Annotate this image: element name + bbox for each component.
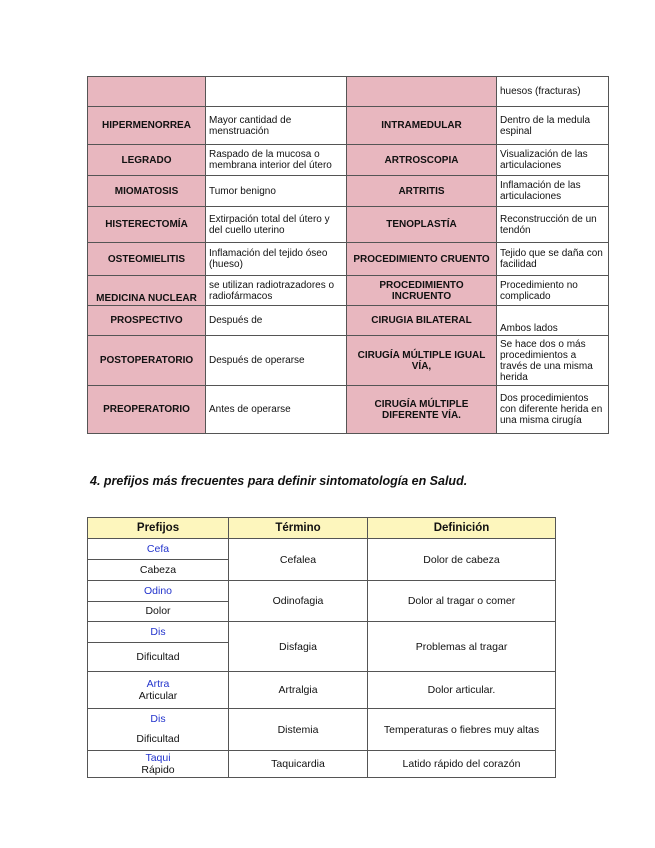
term-left bbox=[88, 77, 206, 107]
table-header-row bbox=[88, 518, 556, 539]
table-row bbox=[88, 581, 556, 622]
table-row bbox=[88, 709, 556, 751]
prefix-cell bbox=[88, 581, 229, 622]
definition-cell: Problemas al tragar bbox=[368, 622, 556, 672]
definition-left: Mayor cantidad de menstruación bbox=[206, 107, 347, 145]
definition-left: Extirpación total del útero y del cuello uterino bbox=[206, 207, 347, 243]
prefix-value: Dis bbox=[88, 622, 228, 643]
table-row bbox=[88, 77, 609, 107]
term-left: MEDICINA NUCLEAR bbox=[88, 276, 206, 306]
definition-right: Dentro de la medula espinal bbox=[497, 107, 609, 145]
definition-right: Visualización de las articulaciones bbox=[497, 145, 609, 176]
term-right: PROCEDIMIENTO INCRUENTO bbox=[347, 276, 497, 306]
header-definition: Definición bbox=[368, 518, 556, 539]
term-right: ARTRITIS bbox=[347, 176, 497, 207]
table-row bbox=[88, 145, 609, 176]
prefix-cell bbox=[88, 622, 229, 672]
prefix-meaning: Articular bbox=[138, 689, 178, 702]
definition-right: Inflamación de las articulaciones bbox=[497, 176, 609, 207]
prefix-value: Artra bbox=[146, 677, 170, 690]
prefix-value: Dis bbox=[150, 713, 166, 725]
term-cell: Odinofagia bbox=[229, 581, 368, 622]
definition-right: huesos (fracturas) bbox=[497, 77, 609, 107]
term-cell: Taquicardia bbox=[229, 751, 368, 778]
definition-cell: Temperaturas o fiebres muy altas bbox=[368, 709, 556, 751]
definition-cell: Latido rápido del corazón bbox=[368, 751, 556, 778]
term-cell: Distemia bbox=[229, 709, 368, 751]
prefix-meaning: Dolor bbox=[145, 605, 171, 617]
table-row bbox=[88, 243, 609, 276]
prefix-meaning: Cabeza bbox=[139, 564, 177, 576]
definition-right: Se hace dos o más procedimientos a través de una misma herida bbox=[497, 336, 609, 386]
term-left: POSTOPERATORIO bbox=[88, 336, 206, 386]
definition-right: Reconstrucción de un tendón bbox=[497, 207, 609, 243]
definition-left: se utilizan radiotrazadores o radiofármacos bbox=[206, 276, 347, 306]
prefix-value: Cefa bbox=[88, 539, 228, 560]
term-right: CIRUGIA BILATERAL bbox=[347, 306, 497, 336]
definition-right: Dos procedimientos con diferente herida en una misma cirugía bbox=[497, 386, 609, 434]
definition-right: Procedimiento no complicado bbox=[497, 276, 609, 306]
term-right: PROCEDIMIENTO CRUENTO bbox=[347, 243, 497, 276]
table-row bbox=[88, 306, 609, 336]
definition-right: Tejido que se daña con facilidad bbox=[497, 243, 609, 276]
term-cell: Disfagia bbox=[229, 622, 368, 672]
prefix-cell bbox=[88, 539, 229, 581]
table-row bbox=[88, 207, 609, 243]
header-prefixes: Prefijos bbox=[88, 518, 229, 539]
prefix-value: Odino bbox=[88, 581, 228, 602]
table-row bbox=[88, 276, 609, 306]
prefix-value: Taqui bbox=[145, 752, 171, 764]
term-right: CIRUGÍA MÚLTIPLE DIFERENTE VÍA. bbox=[347, 386, 497, 434]
term-left: PREOPERATORIO bbox=[88, 386, 206, 434]
prefix-cell bbox=[88, 751, 229, 778]
prefix-cell bbox=[88, 672, 229, 709]
table-row bbox=[88, 176, 609, 207]
definition-cell: Dolor articular. bbox=[368, 672, 556, 709]
term-right bbox=[347, 77, 497, 107]
term-cell: Artralgia bbox=[229, 672, 368, 709]
prefix-cell bbox=[88, 709, 229, 751]
header-term: Término bbox=[229, 518, 368, 539]
table-row bbox=[88, 336, 609, 386]
term-left: HISTERECTOMÍA bbox=[88, 207, 206, 243]
definition-left bbox=[206, 77, 347, 107]
definition-left: Después de operarse bbox=[206, 336, 347, 386]
table-row bbox=[88, 672, 556, 709]
term-left: HIPERMENORREA bbox=[88, 107, 206, 145]
term-right: CIRUGÍA MÚLTIPLE IGUAL VÍA, bbox=[347, 336, 497, 386]
term-left: LEGRADO bbox=[88, 145, 206, 176]
table-row bbox=[88, 107, 609, 145]
prefixes-table bbox=[87, 517, 556, 778]
term-left: PROSPECTIVO bbox=[88, 306, 206, 336]
term-cell: Cefalea bbox=[229, 539, 368, 581]
definition-right: Ambos lados bbox=[497, 306, 609, 336]
definition-left: Después de bbox=[206, 306, 347, 336]
term-left: OSTEOMIELITIS bbox=[88, 243, 206, 276]
term-right: INTRAMEDULAR bbox=[347, 107, 497, 145]
definition-left: Tumor benigno bbox=[206, 176, 347, 207]
term-right: TENOPLASTÍA bbox=[347, 207, 497, 243]
medical-terms-table bbox=[87, 76, 609, 434]
table-row bbox=[88, 622, 556, 672]
section-heading: 4. prefijos más frecuentes para definir sintomatología en Salud. bbox=[90, 474, 468, 488]
term-right: ARTROSCOPIA bbox=[347, 145, 497, 176]
definition-left: Antes de operarse bbox=[206, 386, 347, 434]
term-left: MIOMATOSIS bbox=[88, 176, 206, 207]
definition-left: Inflamación del tejido óseo (hueso) bbox=[206, 243, 347, 276]
prefix-meaning: Dificultad bbox=[136, 733, 180, 745]
prefix-meaning: Dificultad bbox=[136, 651, 180, 663]
definition-cell: Dolor al tragar o comer bbox=[368, 581, 556, 622]
definition-left: Raspado de la mucosa o membrana interior del útero bbox=[206, 145, 347, 176]
definition-cell: Dolor de cabeza bbox=[368, 539, 556, 581]
table-row bbox=[88, 751, 556, 778]
prefix-meaning: Rápido bbox=[141, 764, 175, 776]
table-row bbox=[88, 539, 556, 581]
table-row bbox=[88, 386, 609, 434]
